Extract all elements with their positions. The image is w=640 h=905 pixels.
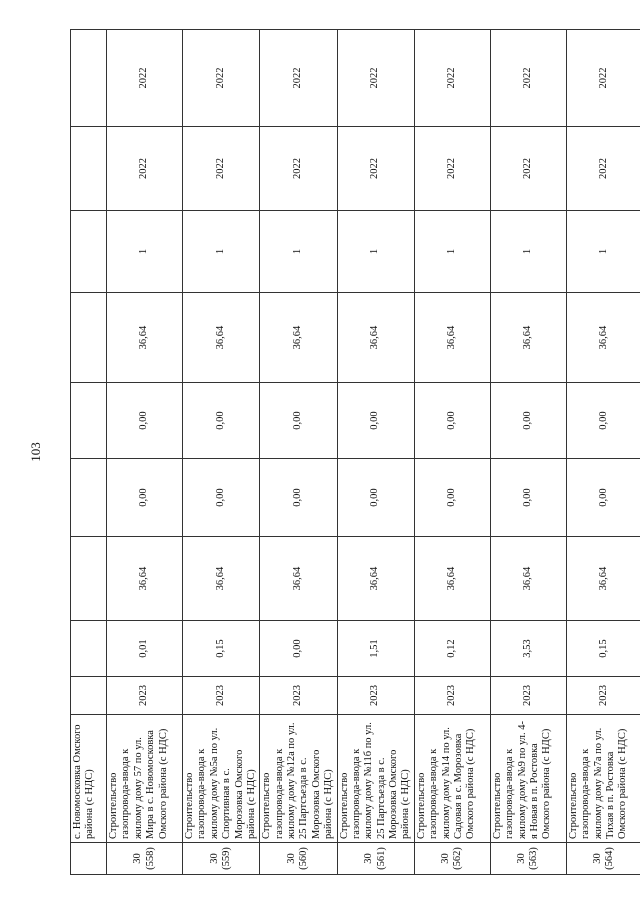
row-number: 30: [286, 853, 297, 864]
row-number: 30: [591, 853, 603, 864]
cell-y3: 2022: [414, 30, 490, 127]
table-row: [414, 30, 490, 875]
row-number: 30: [132, 853, 144, 864]
cell-name: Строительство газопровода-ввода к жилому дому №5а по ул. Спортивная в с. Морозовка Омского района (с НДС): [183, 715, 260, 843]
row-number: 30: [363, 853, 375, 864]
row-number: 30: [439, 853, 451, 864]
cell-v4: 0,00: [107, 383, 183, 459]
cell-v4: 0,00: [566, 383, 640, 459]
row-number: 30: [208, 853, 220, 864]
cell-empty: [71, 30, 107, 127]
cell-y3: 2022: [107, 30, 183, 127]
cell-v2: 36,64: [414, 537, 490, 621]
cell-y3: 2022: [337, 30, 414, 127]
cell-v3: 0,00: [337, 459, 414, 537]
cell-v5: 36,64: [566, 293, 640, 383]
row-subnumber: (560): [298, 847, 310, 870]
table-row: [566, 30, 640, 875]
cell-v1: 0,00: [260, 621, 337, 677]
cell-empty: [71, 677, 107, 715]
row-subnumber: (562): [452, 847, 464, 870]
investment-table: [70, 29, 640, 875]
cell-y2: 2022: [260, 127, 337, 211]
cell-v6: 1: [566, 211, 640, 293]
cell-name: с. Новомосковка Омского района (с НДС): [71, 715, 107, 843]
cell-v3: 0,00: [566, 459, 640, 537]
cell-year1: 2023: [566, 677, 640, 715]
cell-name: Строительство газопровода-ввода к жилому дому №12а по ул. 25 Партсъезда в с. Морозовка Омского района (с НДС): [260, 715, 337, 843]
cell-num: [183, 843, 260, 875]
cell-v5: 36,64: [414, 293, 490, 383]
cell-y3: 2022: [260, 30, 337, 127]
cell-empty: [71, 211, 107, 293]
cell-v1: 0,12: [414, 621, 490, 677]
cell-y3: 2022: [183, 30, 260, 127]
cell-year1: 2023: [260, 677, 337, 715]
cell-v4: 0,00: [490, 383, 566, 459]
cell-v6: 1: [107, 211, 183, 293]
table-row: [260, 30, 337, 875]
row-subnumber: (558): [144, 847, 156, 870]
cell-name: Строительство газопровода-ввода к жилому дому №7а по ул. Тихая в п. Ростовка Омского района (с НДС): [566, 715, 640, 843]
cell-v2: 36,64: [337, 537, 414, 621]
cell-v4: 0,00: [260, 383, 337, 459]
cell-name: Строительство газопровода-ввода к жилому дому №9 по ул. 4-я Новая в п. Ростовка Омского района (с НДС): [490, 715, 566, 843]
cell-v2: 36,64: [566, 537, 640, 621]
cell-v5: 36,64: [260, 293, 337, 383]
table-row: [71, 30, 107, 875]
row-subnumber: (564): [604, 847, 616, 870]
cell-year1: 2023: [183, 677, 260, 715]
cell-empty: [71, 459, 107, 537]
cell-y2: 2022: [183, 127, 260, 211]
cell-v1: 0,15: [183, 621, 260, 677]
cell-empty: [71, 293, 107, 383]
cell-num: [337, 843, 414, 875]
cell-year1: 2023: [337, 677, 414, 715]
cell-v2: 36,64: [260, 537, 337, 621]
cell-v2: 36,64: [107, 537, 183, 621]
cell-v3: 0,00: [107, 459, 183, 537]
cell-v6: 1: [414, 211, 490, 293]
cell-y2: 2022: [107, 127, 183, 211]
cell-v3: 0,00: [260, 459, 337, 537]
cell-num: [260, 843, 337, 875]
cell-y2: 2022: [337, 127, 414, 211]
cell-v3: 0,00: [490, 459, 566, 537]
cell-num: [71, 843, 107, 875]
cell-empty: [71, 127, 107, 211]
cell-v6: 1: [183, 211, 260, 293]
cell-y2: 2022: [566, 127, 640, 211]
cell-v6: 1: [260, 211, 337, 293]
cell-y3: 2022: [566, 30, 640, 127]
row-number: 30: [515, 853, 527, 864]
cell-v4: 0,00: [183, 383, 260, 459]
table-row: [490, 30, 566, 875]
cell-v5: 36,64: [337, 293, 414, 383]
page-number: 103: [28, 442, 43, 462]
cell-num: [107, 843, 183, 875]
cell-v1: 0,01: [107, 621, 183, 677]
row-subnumber: (561): [375, 847, 387, 870]
table-row: [183, 30, 260, 875]
cell-empty: [71, 621, 107, 677]
cell-year1: 2023: [414, 677, 490, 715]
table-row: [337, 30, 414, 875]
table-row: [107, 30, 183, 875]
cell-num: [566, 843, 640, 875]
cell-v1: 0,15: [566, 621, 640, 677]
cell-v1: 1,51: [337, 621, 414, 677]
cell-y2: 2022: [414, 127, 490, 211]
cell-name: Строительство газопровода-ввода к жилому дому №11б по ул. 25 Партсъезда в с. Морозовка Омского района (с НДС): [337, 715, 414, 843]
cell-v6: 1: [490, 211, 566, 293]
cell-v3: 0,00: [414, 459, 490, 537]
cell-empty: [71, 383, 107, 459]
cell-v5: 36,64: [107, 293, 183, 383]
cell-year1: 2023: [490, 677, 566, 715]
cell-v5: 36,64: [490, 293, 566, 383]
cell-y3: 2022: [490, 30, 566, 127]
cell-v6: 1: [337, 211, 414, 293]
cell-empty: [71, 537, 107, 621]
cell-y2: 2022: [490, 127, 566, 211]
row-subnumber: (559): [221, 847, 233, 870]
cell-name: Строительство газопровода-ввода к жилому дому 57 по ул. Мира в с. Новомосковка Омского района (с НДС): [107, 715, 183, 843]
cell-year1: 2023: [107, 677, 183, 715]
cell-v2: 36,64: [490, 537, 566, 621]
row-subnumber: (563): [528, 847, 540, 870]
cell-v1: 3,53: [490, 621, 566, 677]
cell-v4: 0,00: [337, 383, 414, 459]
cell-v3: 0,00: [183, 459, 260, 537]
cell-v5: 36,64: [183, 293, 260, 383]
cell-v4: 0,00: [414, 383, 490, 459]
table-frame: [70, 30, 640, 875]
cell-num: [490, 843, 566, 875]
cell-v2: 36,64: [183, 537, 260, 621]
cell-name: Строительство газопровода-ввода к жилому дому №14 по ул. Садовая в с. Морозовка Омского района (с НДС): [414, 715, 490, 843]
cell-num: [414, 843, 490, 875]
